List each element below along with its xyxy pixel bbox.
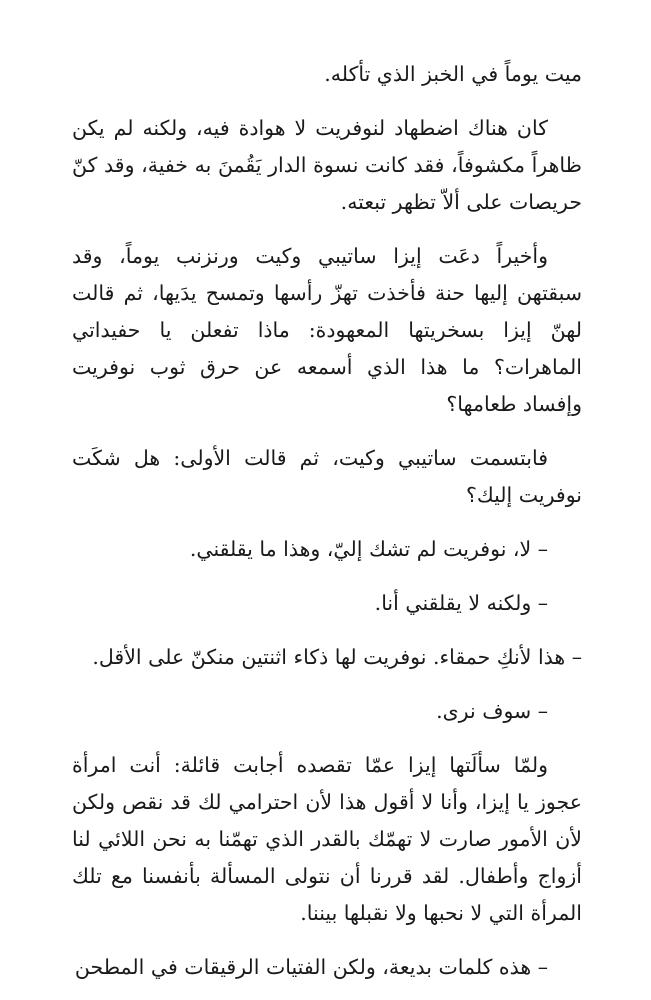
dialogue-line-5: – هذه كلمات بديعة، ولكن الفتيات الرقيقات في المطحن xyxy=(74,955,548,979)
paragraph-1: ميت يوماً في الخبز الذي تأكله. xyxy=(324,62,582,86)
dialogue-line-1: – لا، نوفريت لم تشك إليّ، وهذا ما يقلقني. xyxy=(189,537,548,561)
dialogue-line-2: – ولكنه لا يقلقني أنا. xyxy=(374,591,548,615)
paragraph-3: وأخيراً دعَت إيزا ساتيبي وكيت ورنزنب يوماً، وقد سبقتهن إليها حنة فأخذت تهزّ رأسها وتمسح يدَيها، ثم قالت لهنّ إيزا بسخريتها المعهودة: ماذا تفعلن يا حفيداتي الماهرات؟ ما هذا الذي أسمعه عن حرق ثوب نوفريت وإفساد طعامها؟ xyxy=(72,244,582,416)
paragraph-2: كان هناك اضطهاد لنوفريت لا هوادة فيه، ولكنه لم يكن ظاهراً مكشوفاً، فقد كانت نسوة الدار يَقُمنَ به خفية، وقد كنّ حريصات على ألاّ تظهر تبعته. xyxy=(72,116,582,214)
dialogue-line-4: – سوف نرى. xyxy=(436,699,548,723)
paragraph-5: ولمّا سألَتها إيزا عمّا تقصده أجابت قائلة: أنت امرأة عجوز يا إيزا، وأنا لا أقول هذا لأن احترامي لك قد نقص ولكن لأن الأمور صارت لا تهمّك بالقدر الذي تهمّنا به نحن اللائي لنا أزواج وأطفال. لقد قررنا أن نتولى المسألة بأنفسنا مع تلك المرأة التي لا نحبها ولا نقبلها بيننا. xyxy=(72,753,582,925)
dialogue-line-3: – هذا لأنكِ حمقاء. نوفريت لها ذكاء اثنتين منكنّ على الأقل. xyxy=(92,645,582,669)
paragraph-4: فابتسمت ساتيبي وكيت، ثم قالت الأولى: هل شكَت نوفريت إليك؟ xyxy=(72,446,582,507)
book-page xyxy=(72,56,582,986)
